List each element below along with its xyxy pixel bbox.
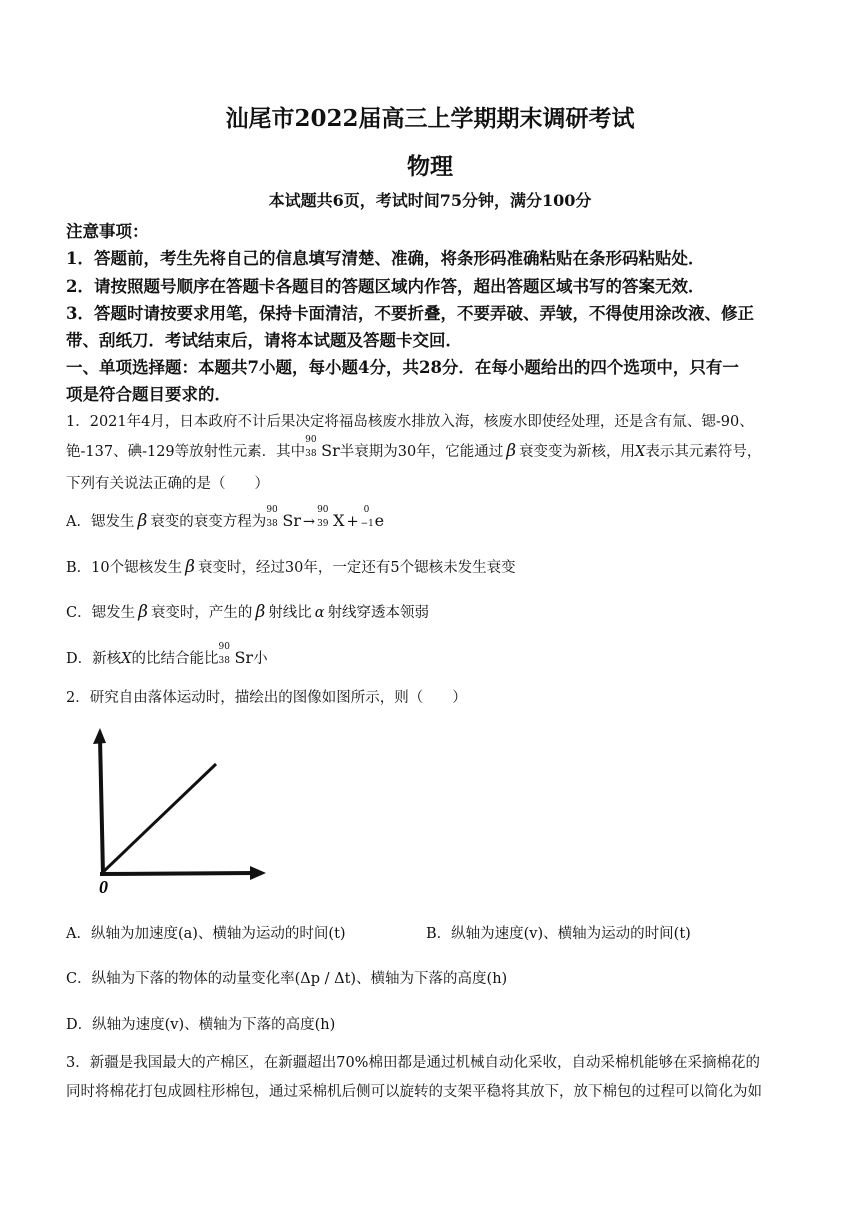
q2-option-a: A．纵轴为加速度(a)、横轴为运动的时间(t): [66, 926, 346, 942]
q3-stem-line1: 3．新疆是我国最大的产棉区，在新疆超出70%棉田都是通过机械自动化采收，自动采棉机能够在采摘棉花的: [66, 1055, 760, 1071]
option-text: D．新核: [66, 651, 122, 667]
option-text: 射线比: [268, 605, 312, 621]
mass-number: 0: [363, 505, 370, 515]
option-text: 衰变的衰变方程为: [150, 514, 267, 530]
note-item-2: 2．请按照题号顺序在答题卡各题目的答题区域内作答，超出答题区域书写的答案无效．: [66, 277, 705, 296]
q1-option-d: [66, 642, 268, 668]
mass-number: 90: [305, 435, 317, 445]
q1-text: 半衰期为30年，它能通过: [339, 444, 504, 460]
charge-number: 38: [266, 519, 278, 529]
mass-number: 90: [218, 642, 230, 652]
option-text: 的比结合能比: [131, 651, 219, 667]
option-text: 小: [253, 651, 268, 667]
note-item-1: 1．答题前，考生先将自己的信息填写清楚、准确，将条形码准确粘贴在条形码粘贴处．: [66, 249, 705, 268]
q2-stem: 2．研究自由落体运动时，描绘出的图像如图所示，则（ ）: [66, 690, 467, 706]
x-axis: [100, 873, 256, 874]
exam-info: 本试题共6页，考试时间75分钟，满分100分: [268, 191, 592, 210]
q1-text: 衰变变为新核，用: [519, 444, 636, 460]
graph-svg: [88, 726, 278, 896]
symbol: Sr: [282, 511, 301, 530]
x-symbol: X: [635, 444, 646, 460]
origin-label: 0: [99, 877, 108, 896]
charge-number: 39: [317, 519, 329, 529]
nuclide-sr: [266, 505, 301, 530]
option-text: B．10个锶核发生: [66, 560, 183, 576]
y-axis: [100, 738, 103, 874]
option-text: A．锶发生: [66, 514, 135, 530]
q2-option-d: D．纵轴为速度(v)、横轴为下落的高度(h): [66, 1017, 336, 1033]
exam-title: 汕尾市2022届高三上学期期末调研考试: [225, 105, 635, 132]
q1-text: 表示其元素符号，: [645, 444, 762, 460]
symbol: e: [374, 511, 385, 530]
nuclide-x: [317, 505, 345, 530]
option-text: 衰变时，经过30年，一定还有5个锶核未发生衰变: [197, 560, 516, 576]
q2-graph: [88, 726, 278, 896]
q2-option-c: C．纵轴为下落的物体的动量变化率(Δp / Δt)、横轴为下落的高度(h): [66, 971, 508, 987]
q1-stem-line2: [66, 435, 762, 461]
graph-line: [102, 764, 216, 873]
arrow-icon: →: [302, 514, 316, 530]
symbol: X: [333, 511, 345, 530]
nuclide-e: [360, 505, 385, 530]
note-item-3-cont: 带、刮纸刀．考试结束后，请将本试题及答题卡交回．: [66, 331, 462, 350]
charge-number: 38: [218, 656, 230, 666]
option-text: 衰变时，产生的: [150, 605, 253, 621]
x-symbol: X: [121, 651, 132, 667]
q1-stem-line3: 下列有关说法正确的是（ ）: [66, 476, 269, 492]
y-axis-arrow-icon: [93, 728, 106, 744]
charge-number: −1: [360, 519, 374, 529]
q3-stem-line2: 同时将棉花打包成圆柱形棉包，通过采棉机后侧可以旋转的支架平稳将其放下，放下棉包的过程可以简化为如: [66, 1084, 762, 1100]
note-item-3: 3．答题时请按要求用笔，保持卡面清洁，不要折叠，不要弄破、弄皱，不得使用涂改液、修正: [66, 304, 754, 323]
mass-number: 90: [317, 505, 329, 515]
section-heading: 一、单项选择题：本题共7小题，每小题4分，共28分．在每小题给出的四个选项中，只有一: [66, 358, 739, 377]
q2-option-b: B．纵轴为速度(v)、横轴为运动的时间(t): [426, 926, 691, 942]
beta-symbol: β: [138, 602, 148, 622]
notes-heading: 注意事项：: [66, 222, 149, 241]
beta-symbol: β: [255, 602, 266, 622]
q1-option-c: [66, 601, 429, 622]
beta-symbol: β: [185, 557, 195, 577]
charge-number: 38: [305, 449, 317, 459]
beta-symbol: β: [506, 441, 517, 461]
nuclide-sr: [305, 435, 340, 460]
q1-text: 铯-137、碘-129等放射性元素．其中: [66, 444, 306, 460]
option-text: 射线穿透本领弱: [327, 605, 430, 621]
section-heading-cont: 项是符合题目要求的．: [66, 385, 231, 404]
q1-stem-line1: 1．2021年4月，日本政府不计后果决定将福岛核废水排放入海，核废水即使经处理，还是含有氚、锶-90、: [66, 414, 754, 430]
option-text: C．锶发生: [66, 605, 136, 621]
mass-number: 90: [266, 505, 278, 515]
alpha-symbol: α: [314, 605, 325, 621]
q1-option-a: [66, 505, 385, 531]
q1-option-b: [66, 556, 516, 577]
nuclide-sr: [218, 642, 254, 667]
symbol: Sr: [321, 441, 340, 460]
x-axis-arrow-icon: [250, 866, 266, 880]
subject-title: 物理: [407, 153, 453, 180]
plus-sign: +: [346, 514, 359, 530]
symbol: Sr: [234, 648, 254, 667]
beta-symbol: β: [137, 511, 148, 531]
